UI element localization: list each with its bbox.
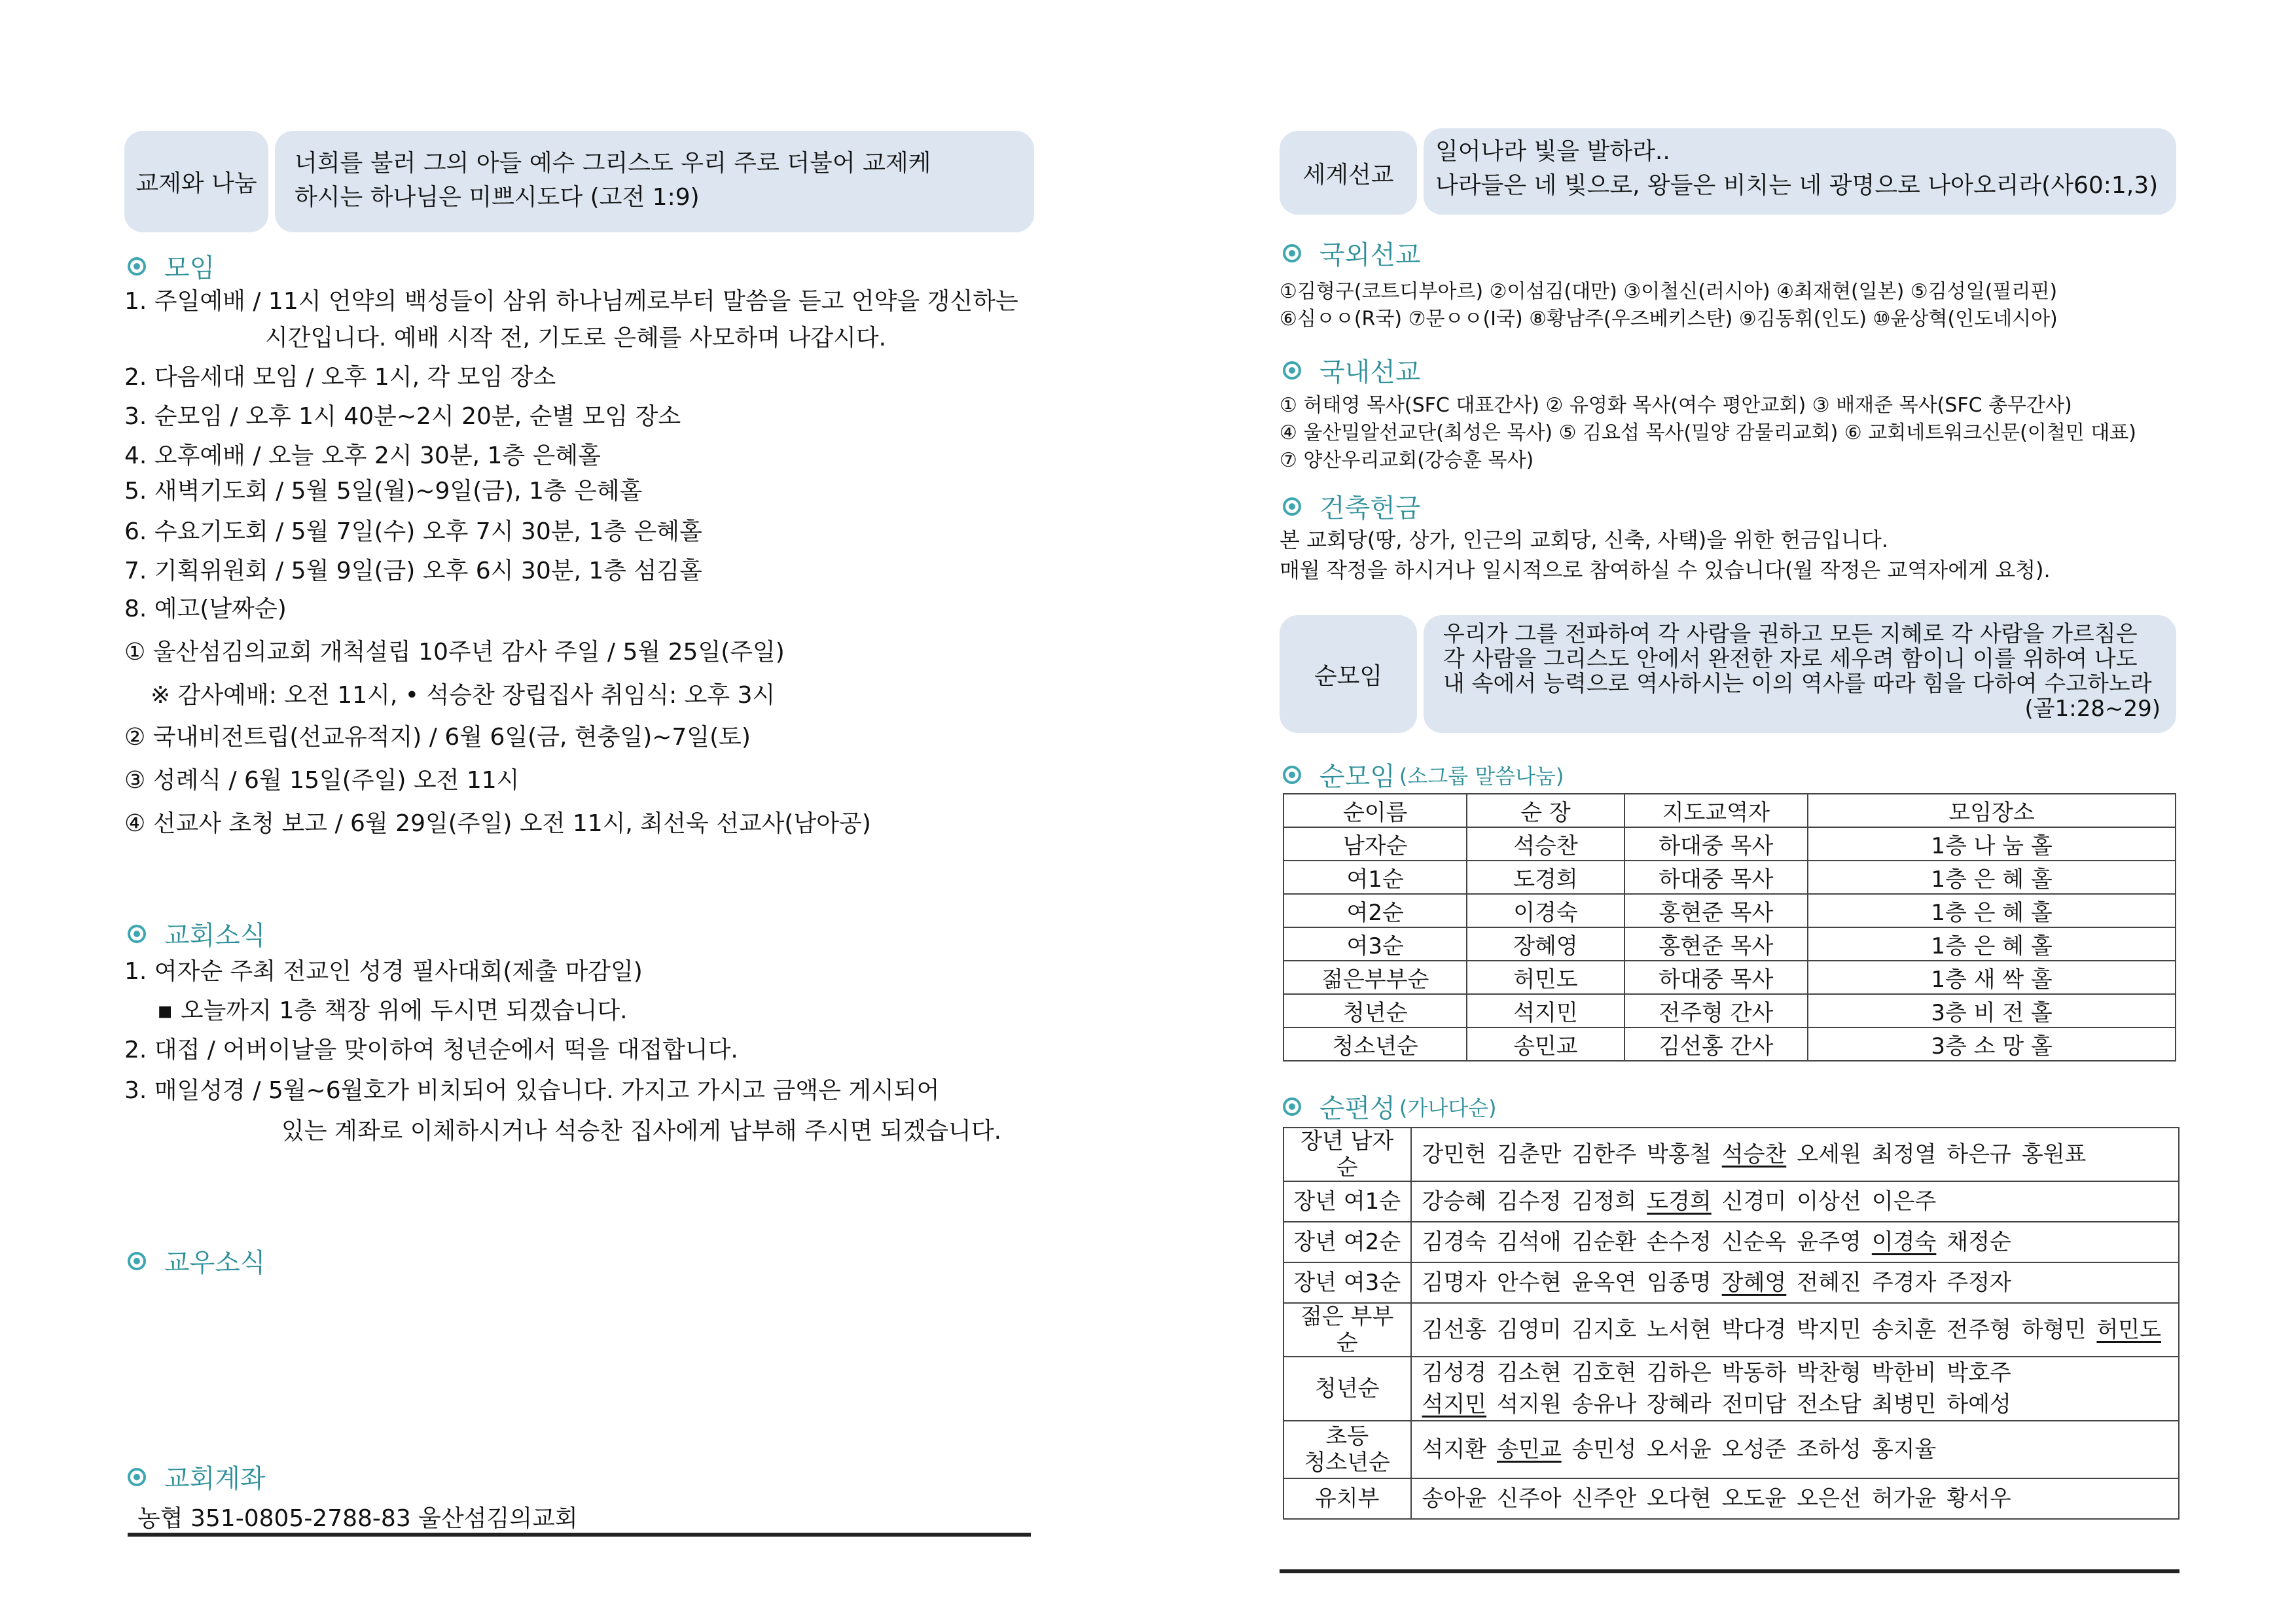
- groups-subtitle: (소그룹 말씀나눔): [1399, 763, 1564, 789]
- roster-names: [1411, 1357, 2179, 1421]
- building-line: 매월 작정을 하시거나 일시적으로 참여하실 수 있습니다(월 작정은 교역자에게 요청).: [1280, 558, 2051, 582]
- building-title: 건축헌금: [1319, 493, 1421, 524]
- meetings-heading: [128, 247, 215, 285]
- meeting-line: ① 울산섬김의교회 개척설립 10주년 감사 주일 / 5월 25일(주일): [124, 639, 785, 666]
- roster-name: 송민성: [1571, 1436, 1637, 1463]
- fellowship-verse-box: [275, 131, 1034, 232]
- roster-names: [1411, 1128, 2179, 1181]
- groups-cell: 허민도: [1467, 961, 1624, 994]
- roster-name: 전혜진: [1797, 1270, 1861, 1296]
- roster-name: 김선홍: [1422, 1317, 1487, 1343]
- meeting-line: ③ 성례식 / 6월 15일(주일) 오전 11시: [124, 767, 520, 794]
- news-line: 2. 대접 / 어버이날을 맞이하여 청년순에서 떡을 대접합니다.: [124, 1037, 738, 1063]
- meeting-line: 7. 기획위원회 / 5월 9일(금) 오후 6시 30분, 1층 섬김홀: [124, 558, 702, 584]
- roster-label: 장년 남자순: [1283, 1128, 1411, 1181]
- roster-name: 허가윤: [1871, 1486, 1937, 1512]
- roster-names: [1411, 1303, 2179, 1357]
- roster-name: 박찬형: [1797, 1360, 1861, 1386]
- roster-name: 박홍철: [1647, 1141, 1712, 1168]
- mission-verse-line2: 나라들은 네 빛으로, 왕들은 비치는 네 광명으로 나아오리라(사60:1,3): [1435, 172, 2159, 199]
- account-heading: [128, 1458, 266, 1495]
- groups-cell: 1층 은 혜 홀: [1808, 927, 2176, 961]
- roster-name: 전미담: [1721, 1391, 1787, 1418]
- roster-name: 하형민: [2021, 1317, 2087, 1343]
- church-news-heading: [128, 915, 266, 952]
- mission-tag: [1280, 131, 1417, 215]
- roster-name: 오세원: [1797, 1141, 1861, 1168]
- roster-name: 오도윤: [1721, 1486, 1787, 1512]
- overseas-heading: [1283, 234, 1421, 272]
- roster-label: 청년순: [1283, 1357, 1411, 1421]
- roster-leader-name: 도경희: [1647, 1188, 1712, 1215]
- roster-name: 김명자: [1422, 1270, 1487, 1296]
- roster-label: 장년 여3순: [1283, 1262, 1411, 1303]
- groups-cell: 여3순: [1283, 927, 1467, 961]
- roster-name: 홍원표: [2021, 1141, 2087, 1168]
- roster-name: 신순옥: [1721, 1229, 1787, 1255]
- member-news-title: 교우소식: [164, 1248, 266, 1278]
- news-line: ▪ 오늘까지 1층 책장 위에 두시면 되겠습니다.: [157, 997, 628, 1024]
- roster-name: 김춘만: [1497, 1141, 1562, 1168]
- roster-name: 송아윤: [1422, 1486, 1487, 1512]
- small-group-verse-ref: (골1:28~29): [2024, 696, 2161, 722]
- roster-name: 석지환: [1422, 1436, 1487, 1463]
- member-news-heading: [128, 1242, 266, 1279]
- roster-name: 박한비: [1871, 1360, 1937, 1386]
- circle-bullet-icon: [128, 257, 146, 276]
- roster-leader-name: 석지민: [1422, 1391, 1487, 1418]
- circle-bullet-icon: [1283, 766, 1301, 784]
- small-group-verse-line: 각 사람을 그리스도 안에서 완전한 자로 세우려 함이니 이를 위하여 나도: [1443, 646, 2138, 672]
- news-line: 있는 계좌로 이체하시거나 석승찬 집사에게 납부해 주시면 되겠습니다.: [281, 1118, 1002, 1145]
- fellowship-tag: [124, 131, 268, 232]
- table-row: [1283, 1303, 2179, 1357]
- circle-bullet-icon: [1283, 497, 1301, 516]
- divider: [128, 1533, 1031, 1537]
- meeting-line: 8. 예고(날짜순): [124, 596, 287, 622]
- roster-name: 송치훈: [1871, 1317, 1937, 1343]
- small-group-verse-line: 내 속에서 능력으로 역사하시는 이의 역사를 따라 힘을 다하여 수고하노라: [1443, 671, 2152, 697]
- groups-cell: 장혜영: [1467, 927, 1624, 961]
- roster-name: 박지민: [1797, 1317, 1861, 1343]
- roster-name: 김정희: [1571, 1188, 1637, 1215]
- groups-cell: 석지민: [1467, 994, 1624, 1027]
- circle-bullet-icon: [128, 1252, 146, 1270]
- circle-bullet-icon: [128, 1468, 146, 1486]
- table-row: [1283, 861, 2176, 894]
- account-text: 농협 351-0805-2788-83 울산섬김의교회: [137, 1505, 578, 1532]
- roster-label: 장년 여1순: [1283, 1181, 1411, 1222]
- meeting-line: ※ 감사예배: 오전 11시, • 석승찬 장립집사 취임식: 오후 3시: [151, 682, 776, 709]
- roster-name: 오성준: [1721, 1436, 1787, 1463]
- roster-name: 김호현: [1571, 1360, 1637, 1386]
- groups-cell: 도경희: [1467, 861, 1624, 894]
- roster-leader-name: 허민도: [2096, 1317, 2161, 1343]
- small-group-tag: [1280, 615, 1417, 733]
- roster-label: 유치부: [1283, 1478, 1411, 1519]
- domestic-heading: [1283, 351, 1421, 389]
- roster-name: 안수현: [1497, 1270, 1562, 1296]
- fellowship-verse-line2: 하시는 하나님은 미쁘시도다 (고전 1:9): [295, 184, 700, 211]
- church-news-title: 교회소식: [164, 921, 266, 951]
- table-row: [1283, 961, 2176, 994]
- groups-cell: 홍현준 목사: [1624, 927, 1808, 961]
- roster-names: [1411, 1181, 2179, 1222]
- roster-name: 노서현: [1647, 1317, 1712, 1343]
- table-row: [1283, 1128, 2179, 1181]
- domestic-line: ⑦ 양산우리교회(강승훈 목사): [1280, 449, 1534, 472]
- groups-title: 순모임: [1319, 762, 1395, 792]
- table-row: [1283, 1262, 2179, 1303]
- roster-name: 김순환: [1571, 1229, 1637, 1255]
- meeting-line: 3. 순모임 / 오후 1시 40분~2시 20분, 순별 모임 장소: [124, 403, 681, 430]
- roster-name: 박다경: [1721, 1317, 1787, 1343]
- roster-name: 오서윤: [1647, 1436, 1712, 1463]
- roster-name: 신주아: [1497, 1486, 1562, 1512]
- meeting-line: ② 국내비전트립(선교유적지) / 6월 6일(금, 현충일)~7일(토): [124, 724, 751, 751]
- roster-name: 신주안: [1571, 1486, 1637, 1512]
- meeting-line: 4. 오후예배 / 오늘 오후 2시 30분, 1층 은혜홀: [124, 442, 601, 469]
- groups-cell: 송민교: [1467, 1027, 1624, 1061]
- groups-cell: 전주형 간사: [1624, 994, 1808, 1027]
- roster-name: 김경숙: [1422, 1229, 1487, 1255]
- meeting-line: 2. 다음세대 모임 / 오후 1시, 각 모임 장소: [124, 364, 556, 391]
- roster-name: 송유나: [1571, 1391, 1637, 1418]
- groups-header-cell: 순 장: [1467, 794, 1624, 827]
- roster-label: 초등 청소년순: [1283, 1421, 1411, 1478]
- roster-name: 김하은: [1647, 1360, 1712, 1386]
- roster-name: 채정순: [1946, 1229, 2011, 1255]
- table-row: [1283, 827, 2176, 861]
- meeting-line: 5. 새벽기도회 / 5월 5일(월)~9일(금), 1층 은혜홀: [124, 478, 643, 505]
- roster-name: 하은규: [1946, 1141, 2011, 1168]
- roster-name: 김소현: [1497, 1360, 1562, 1386]
- roster-subtitle: (가나다순): [1399, 1095, 1497, 1120]
- roster-heading: [1283, 1088, 1497, 1125]
- roster-name: 최정열: [1871, 1141, 1937, 1168]
- roster-name: 김영미: [1497, 1317, 1562, 1343]
- groups-cell: 하대중 목사: [1624, 861, 1808, 894]
- roster-name: 임종명: [1647, 1270, 1712, 1296]
- domestic-line: ① 허태영 목사(SFC 대표간사) ② 유영화 목사(여수 평안교회) ③ 배재준 목사(SFC 총무간사): [1280, 394, 2072, 417]
- groups-cell: 3층 소 망 홀: [1808, 1027, 2176, 1061]
- meeting-line: 시간입니다. 예배 시작 전, 기도로 은혜를 사모하며 나갑시다.: [265, 325, 887, 351]
- roster-name: 강승혜: [1422, 1188, 1487, 1215]
- roster-name: 최병민: [1871, 1391, 1937, 1418]
- roster-name: 윤주영: [1797, 1229, 1861, 1255]
- roster-leader-name: 장혜영: [1721, 1270, 1787, 1296]
- groups-cell: 김선홍 간사: [1624, 1027, 1808, 1061]
- roster-name: 조하성: [1797, 1436, 1861, 1463]
- roster-name: 김성경: [1422, 1360, 1487, 1386]
- roster-name: 박동하: [1721, 1360, 1787, 1386]
- table-row: [1283, 1222, 2179, 1262]
- table-row: [1283, 1027, 2176, 1061]
- roster-name: 김석애: [1497, 1229, 1562, 1255]
- roster-name: 장혜라: [1647, 1391, 1712, 1418]
- circle-bullet-icon: [1283, 244, 1301, 262]
- table-row: [1283, 927, 2176, 961]
- roster-name: 손수정: [1647, 1229, 1712, 1255]
- roster-name: 박호주: [1946, 1360, 2011, 1386]
- overseas-line: ①김형구(코트디부아르) ②이섬김(대만) ③이철신(러시아) ④최재현(일본) ⑤김성일(필리핀): [1280, 280, 2058, 303]
- roster-name: 이은주: [1871, 1188, 1937, 1215]
- table-row: [1283, 1421, 2179, 1478]
- roster-name: 신경미: [1721, 1188, 1787, 1215]
- roster-name: 오은선: [1797, 1486, 1861, 1512]
- roster-names: [1411, 1421, 2179, 1478]
- roster-name: 오다현: [1647, 1486, 1712, 1512]
- circle-bullet-icon: [128, 925, 146, 943]
- groups-header-cell: 순이름: [1283, 794, 1467, 827]
- groups-header-cell: 지도교역자: [1624, 794, 1808, 827]
- roster-name: 석지원: [1497, 1391, 1562, 1418]
- meeting-line: 6. 수요기도회 / 5월 7일(수) 오후 7시 30분, 1층 은혜홀: [124, 518, 702, 545]
- groups-cell: 여2순: [1283, 894, 1467, 927]
- groups-cell: 이경숙: [1467, 894, 1624, 927]
- groups-cell: 젊은부부순: [1283, 961, 1467, 994]
- roster-name: 황서우: [1946, 1486, 2011, 1512]
- groups-cell: 1층 은 혜 홀: [1808, 894, 2176, 927]
- groups-cell: 청소년순: [1283, 1027, 1467, 1061]
- mission-tag-label: 세계선교: [1302, 161, 1394, 188]
- overseas-line: ⑥심ㅇㅇ(R국) ⑦문ㅇㅇ(I국) ⑧황남주(우즈베키스탄) ⑨김동휘(인도) ⑩윤상혁(인도네시아): [1280, 308, 2058, 330]
- groups-cell: 청년순: [1283, 994, 1467, 1027]
- building-heading: [1283, 488, 1421, 525]
- groups-cell: 남자순: [1283, 827, 1467, 861]
- roster-name: 하예성: [1946, 1391, 2011, 1418]
- groups-cell: 하대중 목사: [1624, 827, 1808, 861]
- meetings-title: 모임: [164, 253, 215, 283]
- groups-cell: 1층 은 혜 홀: [1808, 861, 2176, 894]
- circle-bullet-icon: [1283, 361, 1301, 380]
- groups-header-cell: 모임장소: [1808, 794, 2176, 827]
- roster-leader-name: 석승찬: [1721, 1141, 1787, 1168]
- table-row: [1283, 994, 2176, 1027]
- roster-name: 김지호: [1571, 1317, 1637, 1343]
- fellowship-verse-line1: 너희를 불러 그의 아들 예수 그리스도 우리 주로 더불어 교제케: [295, 150, 931, 177]
- roster-name: 홍지율: [1871, 1436, 1937, 1463]
- news-line: 1. 여자순 주최 전교인 성경 필사대회(제출 마감일): [124, 958, 643, 985]
- groups-cell: 석승찬: [1467, 827, 1624, 861]
- table-row: [1283, 1478, 2179, 1519]
- groups-cell: 1층 나 눔 홀: [1808, 827, 2176, 861]
- domestic-line: ④ 울산밀알선교단(최성은 목사) ⑤ 김요섭 목사(밀양 감물리교회) ⑥ 교회네트워크신문(이철민 대표): [1280, 421, 2136, 444]
- roster-names: [1411, 1478, 2179, 1519]
- roster-table: [1283, 1127, 2179, 1520]
- roster-name: 전소담: [1797, 1391, 1861, 1418]
- small-group-tag-label: 순모임: [1314, 662, 1383, 690]
- divider: [1280, 1569, 2179, 1573]
- overseas-title: 국외선교: [1319, 240, 1421, 270]
- roster-names: [1411, 1262, 2179, 1303]
- roster-name: 윤옥연: [1571, 1270, 1637, 1296]
- table-row: [1283, 1357, 2179, 1421]
- groups-cell: 홍현준 목사: [1624, 894, 1808, 927]
- meeting-line: ④ 선교사 초청 보고 / 6월 29일(주일) 오전 11시, 최선욱 선교사(남아공): [124, 810, 871, 837]
- roster-leader-name: 송민교: [1497, 1436, 1562, 1463]
- table-row: [1283, 894, 2176, 927]
- roster-leader-name: 이경숙: [1871, 1229, 1937, 1255]
- roster-name: 주경자: [1871, 1270, 1937, 1296]
- news-line: 3. 매일성경 / 5월~6월호가 비치되어 있습니다. 가지고 가시고 금액은 게시되어: [124, 1077, 940, 1104]
- groups-cell: 1층 새 싹 홀: [1808, 961, 2176, 994]
- small-group-verse-line: 우리가 그를 전파하여 각 사람을 권하고 모든 지혜로 각 사람을 가르침은: [1443, 621, 2138, 647]
- roster-names: [1411, 1222, 2179, 1262]
- roster-name: 주정자: [1946, 1270, 2011, 1296]
- building-line: 본 교회당(땅, 상가, 인근의 교회당, 신축, 사택)을 위한 헌금입니다.: [1280, 527, 1889, 552]
- circle-bullet-icon: [1283, 1097, 1301, 1116]
- roster-name: 김한주: [1571, 1141, 1637, 1168]
- domestic-title: 국내선교: [1319, 357, 1421, 387]
- mission-verse-line1: 일어나라 빛을 발하라..: [1435, 138, 1670, 165]
- roster-name: 전주형: [1946, 1317, 2011, 1343]
- groups-cell: 하대중 목사: [1624, 961, 1808, 994]
- roster-label: 장년 여2순: [1283, 1222, 1411, 1262]
- roster-title: 순편성: [1319, 1094, 1395, 1124]
- groups-heading: [1283, 756, 1564, 793]
- roster-name: 강민헌: [1422, 1141, 1487, 1168]
- fellowship-tag-label: 교제와 나눔: [135, 170, 257, 197]
- groups-cell: 여1순: [1283, 861, 1467, 894]
- meeting-line: 1. 주일예배 / 11시 언약의 백성들이 삼위 하나님께로부터 말씀을 듣고 언약을 갱신하는: [124, 288, 1018, 315]
- small-group-verse-box: [1424, 615, 2176, 733]
- account-title: 교회계좌: [164, 1464, 266, 1494]
- roster-name: 김수정: [1497, 1188, 1562, 1215]
- groups-cell: 3층 비 전 홀: [1808, 994, 2176, 1027]
- groups-header-row: [1283, 794, 2176, 827]
- table-row: [1283, 1181, 2179, 1222]
- groups-table: [1283, 793, 2176, 1061]
- mission-verse-box: [1424, 128, 2176, 215]
- roster-name: 이상선: [1797, 1188, 1861, 1215]
- roster-label: 젊은 부부순: [1283, 1303, 1411, 1357]
